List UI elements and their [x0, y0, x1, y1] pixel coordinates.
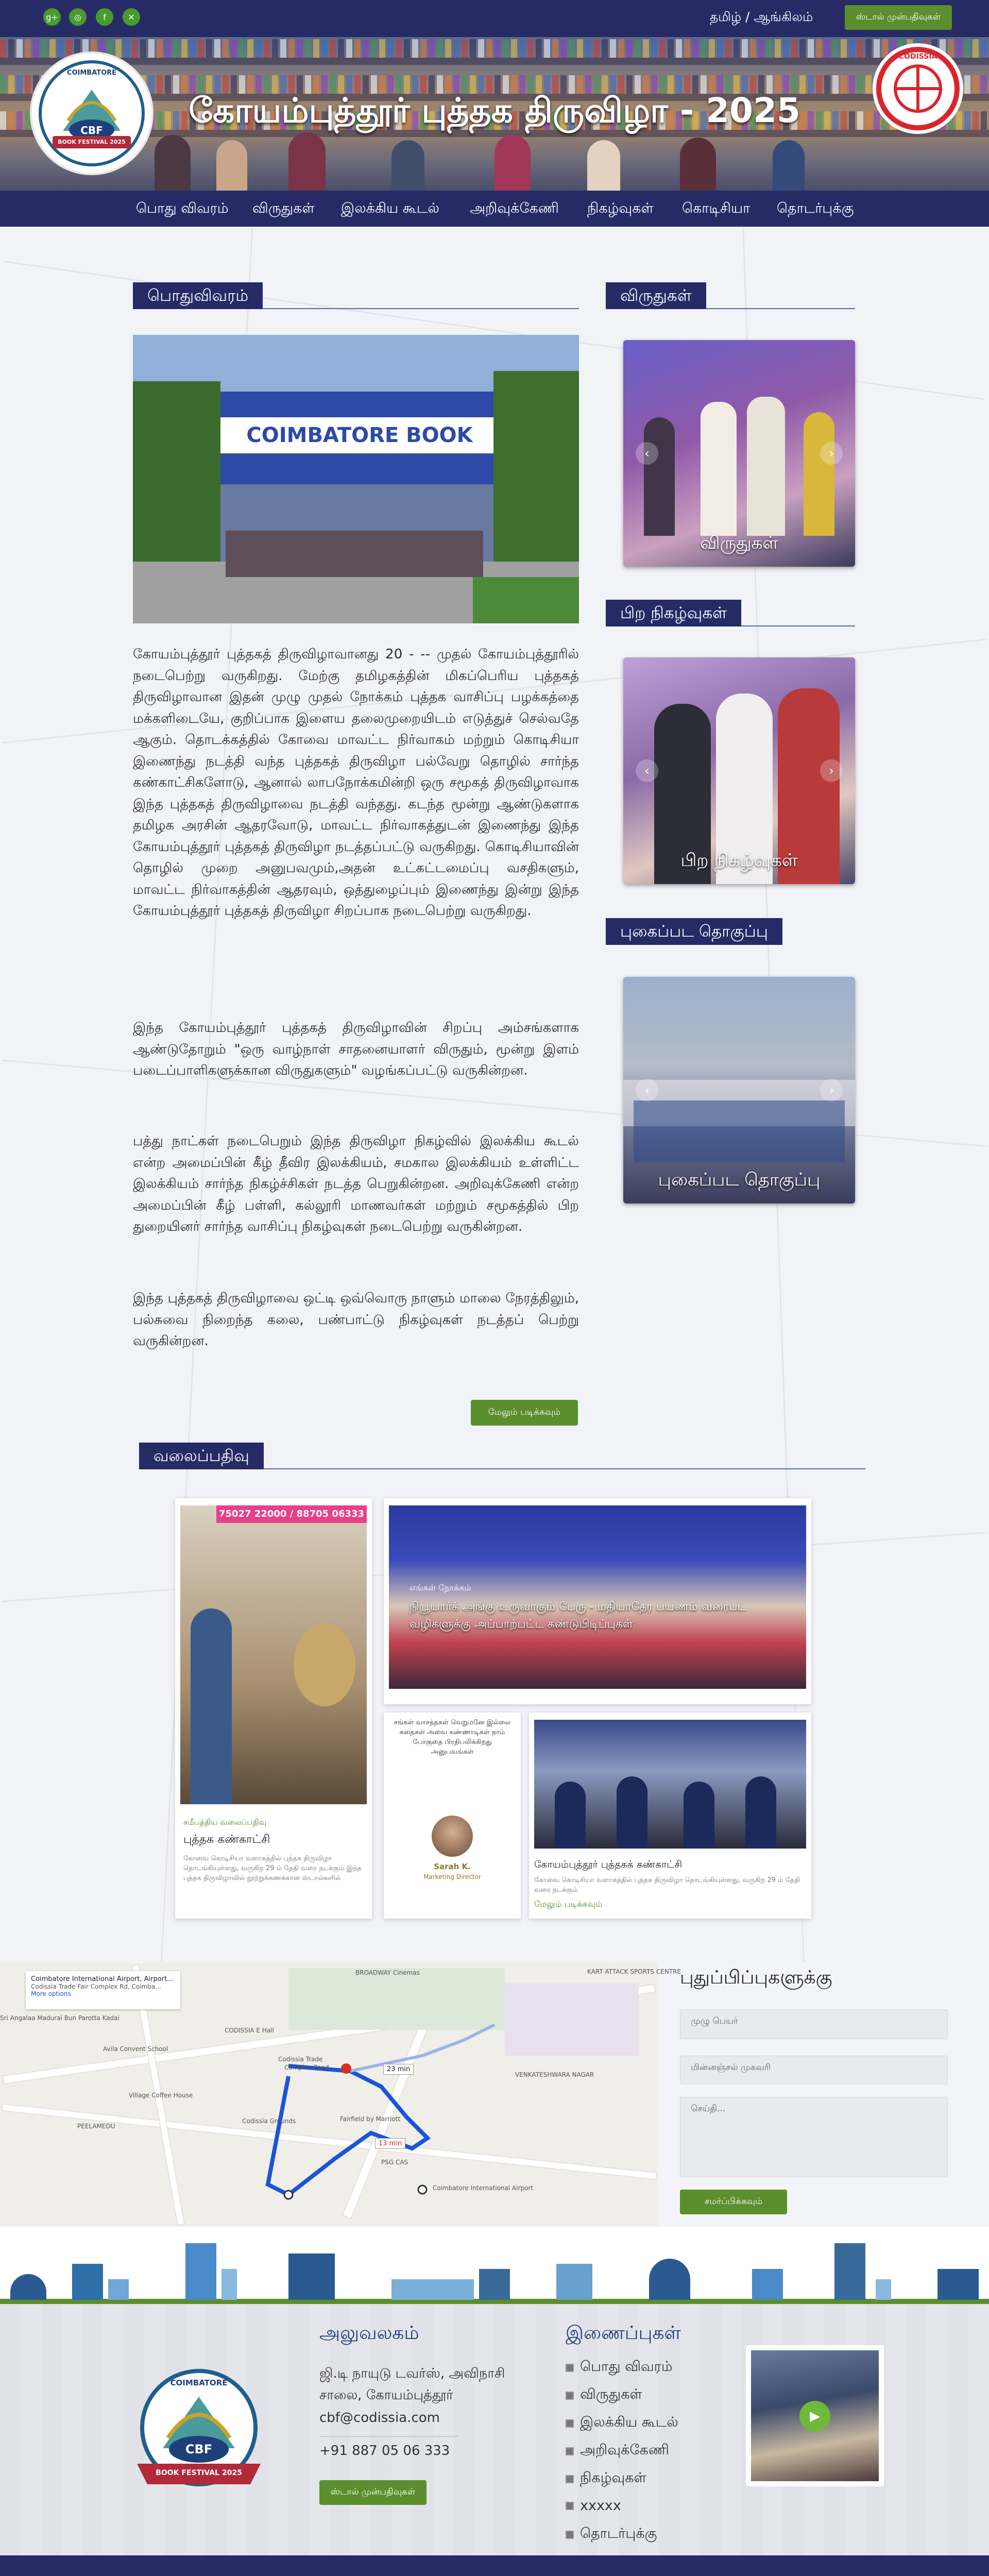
book-spine: [330, 39, 336, 58]
book-spine: [313, 39, 319, 58]
location-map[interactable]: [0, 1963, 681, 2227]
about-paragraph-4: இந்த புத்தகத் திருவிழாவை ஒட்டி ஒவ்வொரு நாளும் மாலை நேரத்திலும், பல்சுவை நிறைந்த கலை, பண்பாட்டு நிகழ்வுகள் நடத்தப் பெற்று வருகின்றன.: [133, 1291, 579, 1349]
blog-post-mission-photo: [389, 1505, 806, 1689]
book-spine: [0, 39, 6, 58]
footer-link-literary[interactable]: இலக்கிய கூடல்: [566, 2414, 678, 2432]
language-switch[interactable]: தமிழ் / ஆங்கிலம்: [710, 9, 813, 24]
map-more-options[interactable]: More options: [31, 1990, 71, 1997]
address-line-1: ஜி.டி நாயுடு டவர்ஸ், அவிநாசி: [319, 2366, 505, 2381]
book-spine: [618, 39, 624, 58]
book-spine: [338, 39, 344, 58]
stall-booking-button[interactable]: ஸ்டால் முன்பதிவுகள்: [845, 5, 952, 30]
book-spine: [544, 39, 550, 58]
about-readmore-button[interactable]: மேலும் படிக்கவும்: [471, 1400, 578, 1426]
blog-post-exhibition-photo: [180, 1505, 367, 1804]
hero-title: கோயம்புத்தூர் புத்தக திருவிழா - 2025: [189, 91, 800, 130]
awards-prev-arrow[interactable]: ‹: [636, 442, 658, 465]
nav-contact[interactable]: தொடர்புக்கு: [777, 200, 854, 216]
footer-logo-top-text: COIMBATORE: [170, 2378, 228, 2387]
codissia-logo[interactable]: [873, 43, 963, 134]
footer-link-events[interactable]: நிகழ்வுகள்: [566, 2470, 646, 2488]
book-spine: [602, 39, 608, 58]
codissia-logo-text: CODISSIA: [898, 53, 937, 61]
book-spine: [206, 39, 212, 58]
book-spine: [750, 39, 756, 58]
book-spine: [973, 39, 979, 58]
book-spine: [420, 39, 427, 58]
book-spine: [231, 39, 237, 58]
book-spine: [816, 39, 822, 58]
book-spine: [247, 39, 253, 58]
book-spine: [519, 39, 525, 58]
phone-banner: 75027 22000 / 88705 06333: [216, 1505, 367, 1523]
book-spine: [223, 39, 229, 58]
map-label-complex-road: Complex Road: [284, 2064, 329, 2071]
book-spine: [354, 39, 361, 58]
book-spine: [701, 39, 707, 58]
book-spine: [503, 39, 509, 58]
book-spine: [610, 39, 616, 58]
blog-post-cbf-readmore[interactable]: மேலும் படிக்கவும்: [534, 1899, 602, 1909]
other-events-prev-arrow[interactable]: ‹: [636, 759, 658, 782]
footer-phone[interactable]: +91 887 05 06 333: [319, 2443, 450, 2459]
play-icon[interactable]: ▶: [799, 2401, 830, 2432]
book-spine: [676, 39, 682, 58]
office-heading: அலுவலகம்: [319, 2323, 419, 2344]
avatar: [432, 1816, 473, 1857]
blog-post-tag: சமீபத்திய வலைப்பதிவு: [183, 1818, 267, 1827]
book-spine: [25, 39, 31, 58]
book-spine: [626, 39, 633, 58]
logo-top-text: COIMBATORE: [66, 69, 117, 77]
book-spine: [445, 39, 451, 58]
facebook-icon[interactable]: f: [96, 8, 113, 26]
testimonial-author: Sarah K.: [434, 1862, 471, 1871]
book-spine: [173, 39, 179, 58]
bullet-icon: [566, 2531, 574, 2539]
book-spine: [478, 39, 484, 58]
map-label-kart: KART ATTACK SPORTS CENTRE: [587, 1968, 681, 1975]
book-spine: [280, 39, 286, 58]
top-bar: [0, 0, 989, 37]
book-spine: [321, 39, 328, 58]
gallery-prev-arrow[interactable]: ‹: [636, 1079, 658, 1101]
updates-form-title: புதுப்பிப்புகளுக்கு: [680, 1967, 832, 1988]
about-heading: பொதுவிவரம்: [133, 282, 579, 309]
route-duration-1[interactable]: 23 min: [383, 2064, 414, 2075]
book-spine: [363, 39, 369, 58]
instagram-icon[interactable]: ◎: [69, 8, 87, 26]
book-spine: [791, 39, 797, 58]
map-label-codissia-grounds: Codissia Grounds: [242, 2117, 296, 2125]
footer-link-general[interactable]: பொது விவரம்: [566, 2359, 672, 2377]
book-spine: [643, 39, 649, 58]
bullet-icon: [566, 2419, 574, 2428]
about-paragraph-1: கோயம்புத்தூர் புத்தகத் திருவிழாவானது 20 - -- முதல் கோயம்புத்தூரில் நடைபெற்று வருகிறது. மேற்கு தமிழகத்தின் மிகப்பெரிய புத்தகத் திருவிழாவான இதன் முழு முதல் நோக்கம் புத்தக வாசிப்பு பழக்கத்தை மக்களிடையே, குறிப்பாக இளைய தலைமுறையிடம் எடுத்துச் செல்வதே ஆகும். தொடக்கத்தில் கோவை மாவட்ட நிர்வாகம் மற்றும் கொடிசியா இணைந்து நடத்தி வந்த புத்தகத் திருவிழா பல்வேறு தொழில் சார்ந்த கண்காட்சிகளோடு, ஆனால் லாபநோக்கமின்றி ஒரு சமூகத் திருவிழாவாக இந்த புத்தகத் திருவிழாவை நடத்தி வந்தது. கடந்த மூன்று ஆண்டுகளாக தமிழக அரசின் ஆதரவோடு, மாவட்ட நிர்வாகத்துடன் இணைந்து இந்த கோயம்புத்தூர் புத்தகத் திருவிழா நடத்தப்பட்டு வருகிறது. கொடிசியாவின் தொழில் முறை அனுபவமும்,அதன் உட்கட்டமைப்பு வசதிகளும், மாவட்ட நிர்வாகத்தின் ஆதரவும், ஒத்துழைப்பும் இணைந்து இன்று இந்த கோயம்புத்தூர் புத்தகத் திருவிழா சிறப்பாக நடைபெற்று வருகிறது.: [133, 647, 579, 919]
book-spine: [585, 39, 591, 58]
awards-next-arrow[interactable]: ›: [820, 442, 843, 465]
book-spine: [775, 39, 781, 58]
book-spine: [536, 39, 542, 58]
mission-kicker: எங்கள் நோக்கம்: [410, 1583, 471, 1592]
email-field[interactable]: மின்னஞ்சல் முகவரி: [680, 2056, 948, 2084]
book-spine: [692, 39, 698, 58]
message-field[interactable]: செய்தி...: [680, 2097, 948, 2177]
book-spine: [272, 39, 278, 58]
book-spine: [824, 39, 830, 58]
book-spine: [429, 39, 435, 58]
book-spine: [437, 39, 443, 58]
twitter-icon[interactable]: ✕: [123, 8, 140, 26]
blog-grid-right: [384, 1498, 811, 1919]
bullet-icon: [566, 2447, 574, 2455]
book-spine: [593, 39, 600, 58]
about-paragraph-2: இந்த கோயம்புத்தூர் புத்தகத் திருவிழாவின் சிறப்பு அம்சங்களாக ஆண்டுதோறும் "ஒரு வாழ்நாள் சாதனையாளர் விருதும், மூன்று இளம் படைப்பாளிகளுக்கான விருதுகளும்" வழங்கப்பட்டு வருகின்றன.: [133, 1020, 579, 1078]
book-spine: [412, 39, 418, 58]
book-spine: [577, 39, 583, 58]
footer-link-contact[interactable]: தொடர்புக்கு: [566, 2526, 657, 2544]
book-spine: [964, 39, 970, 58]
other-events-caption: பிற நிகழ்வுகள்: [680, 850, 798, 871]
footer-link-awards[interactable]: விருதுகள்: [566, 2386, 642, 2404]
book-spine: [190, 39, 196, 58]
book-spine: [462, 39, 468, 58]
book-spine: [659, 39, 666, 58]
blog-heading: வலைப்பதிவு: [139, 1443, 865, 1469]
book-spine: [981, 39, 987, 58]
map-label-codissia-hall: CODISSIA E Hall: [225, 2027, 274, 2034]
gallery-next-arrow[interactable]: ›: [820, 1079, 843, 1101]
book-spine: [709, 39, 715, 58]
map-label-psg: PSG CAS: [381, 2159, 408, 2166]
google-plus-icon[interactable]: g+: [43, 8, 61, 26]
book-spine: [379, 39, 385, 58]
bullet-icon: [566, 2502, 574, 2510]
book-spine: [255, 39, 262, 58]
blog-post-cbf-photo: [534, 1720, 806, 1849]
testimonial-text: சங்கள் வாசத்தகள் வெறுமனே இல்லை கதைகள் அவை கண்ணாடிகள் நாம் போகுதை பிரதிபலிக்கிறது அனுபவங்கள்: [394, 1719, 511, 1756]
book-spine: [511, 39, 517, 58]
map-label-sri-angalaa: Sri Angalaa Madurai Bun Parotta Kadai: [0, 2014, 120, 2022]
book-spine: [297, 39, 303, 58]
book-spine: [651, 39, 657, 58]
book-spine: [181, 39, 187, 58]
book-spine: [264, 39, 270, 58]
book-spine: [16, 39, 23, 58]
submit-button[interactable]: சமர்ப்பிக்கவும்: [680, 2190, 787, 2214]
footer-video[interactable]: [746, 2345, 884, 2486]
nav-codissia[interactable]: கொடிசியா: [682, 200, 751, 216]
route-duration-2[interactable]: 13 min: [375, 2138, 405, 2149]
blog-post-excerpt: கோவை கொடிசியா வளாகத்தில் புத்தக திருவிழா தொடங்கியுள்ளது, வருகிற 29 ம் தேதி வரை நடக்கும் இந்த புத்தக திருவிழாவில் நூற்றுக்கணக்கான ஸ்டால்களில்: [183, 1855, 362, 1882]
bottom-bar: [0, 2555, 989, 2576]
logo-bottom-text: BOOK FESTIVAL 2025: [58, 139, 126, 145]
photo-gallery-heading: புகைப்பட தொகுப்பு: [606, 918, 781, 945]
map-label-codissia-trade: Codissia Trade: [278, 2056, 323, 2063]
nav-general[interactable]: பொது விவரம்: [136, 200, 229, 216]
book-spine: [742, 39, 748, 58]
testimonial-role: Marketing Director: [423, 1873, 481, 1880]
book-spine: [799, 39, 806, 58]
full-name-field[interactable]: முழு பெயர்: [680, 2009, 948, 2039]
book-spine: [758, 39, 764, 58]
bullet-icon: [566, 2392, 574, 2400]
book-spine: [569, 39, 575, 58]
bullet-icon: [566, 2364, 574, 2372]
book-spine: [635, 39, 641, 58]
map-label-venkateshwara: VENKATESHWARA NAGAR: [515, 2071, 594, 2078]
map-label-peelamedu: PEELAMEDU: [77, 2123, 115, 2130]
book-spine: [288, 39, 295, 58]
footer-stall-button[interactable]: ஸ்டால் முன்பதிவுகள்: [319, 2480, 427, 2505]
book-spine: [841, 39, 847, 58]
book-spine: [239, 39, 245, 58]
footer: [0, 2304, 989, 2555]
book-spine: [552, 39, 558, 58]
book-spine: [8, 39, 14, 58]
address-line-2: சாலை, கோயம்புத்தூர்: [319, 2387, 453, 2403]
awards-heading: விருதுகள்: [606, 282, 855, 309]
book-spine: [865, 39, 872, 58]
other-events-card[interactable]: [623, 657, 855, 884]
awards-card[interactable]: [623, 340, 855, 567]
book-spine: [486, 39, 492, 58]
book-spine: [453, 39, 459, 58]
footer-link-xxxxx[interactable]: xxxxx: [566, 2498, 621, 2514]
map-place-sub: Codissia Trade Fair Complex Rd, Coimba...: [31, 1983, 161, 1990]
blog-post-cbf-excerpt: கோவை கொடிசியா வளாகத்தில் புத்தக திருவிழா தொடங்கியுள்ளது, வருகிற 29 ம் தேதி வரை நடக்கும்: [534, 1876, 800, 1894]
map-label-village: Village Coffee House: [129, 2092, 193, 2099]
map-label-fairfield: Fairfield by Marriott: [340, 2115, 401, 2123]
awards-caption: விருதுகள்: [700, 533, 779, 553]
map-place-card[interactable]: [26, 1971, 180, 2009]
city-skyline: [0, 2227, 989, 2304]
map-label-broadway: BROADWAY Cinemas: [355, 1969, 420, 1976]
book-spine: [198, 39, 204, 58]
about-paragraph-3: பத்து நாட்கள் நடைபெறும் இந்த திருவிழா நிகழ்வில் இலக்கிய கூடல் என்ற அமைப்பின் கீழ் தீவிர இலக்கியம், சமகால இலக்கியம் உள்ளிட்ட இலக்கியம் சார்ந்த நிகழ்ச்சிகள் நடத்த பெறுகின்றன. அறிவுக்கேணி என்ற அமைப்பின் கீழ் பள்ளி, கல்லூரி மாணவர்கள் மற்றும் சமூகத்தில் பிற துறையினர் சார்ந்த வாசிப்பு நிகழ்வுகள் நடைபெற்று வருகின்றன.: [133, 1133, 579, 1234]
book-spine: [165, 39, 171, 58]
bullet-icon: [566, 2475, 574, 2483]
footer-email[interactable]: cbf@codissia.com: [319, 2410, 440, 2426]
book-spine: [157, 39, 163, 58]
book-spine: [470, 39, 476, 58]
testimonial-card: [384, 1713, 521, 1919]
blog-post-cbf-title[interactable]: கோயம்புத்தூர் புத்தகக் கண்காட்சி: [534, 1859, 683, 1870]
nav-events[interactable]: நிகழ்வுகள்: [587, 200, 654, 216]
mission-text: நியூயார்க் அங்கு உருவாகும் பேரு - மதியாதேர பயணம் வரைபட வழிகளுக்கு அப்பாற்பட்ட கண்டுபிடிப்புகள்: [410, 1600, 746, 1631]
other-events-next-arrow[interactable]: ›: [820, 759, 843, 782]
book-spine: [494, 39, 501, 58]
book-spine: [371, 39, 377, 58]
footer-logo-bottom-text: BOOK FESTIVAL 2025: [156, 2469, 242, 2477]
book-spine: [783, 39, 789, 58]
about-banner-text: COIMBATORE BOOK FESTIVAL: [210, 417, 509, 453]
book-spine: [560, 39, 567, 58]
nav-awards[interactable]: விருதுகள்: [252, 200, 315, 216]
nav-literary[interactable]: இலக்கிய கூடல்: [341, 200, 439, 216]
blog-post-mission[interactable]: [384, 1498, 811, 1704]
map-label-avila: Avila Convent School: [103, 2045, 168, 2053]
other-events-heading: பிற நிகழ்வுகள்: [606, 600, 855, 626]
map-place-title: Coimbatore International Airport, Airport...: [31, 1975, 174, 1983]
book-spine: [396, 39, 402, 58]
logo-middle-text: CBF: [80, 124, 103, 137]
book-spine: [725, 39, 731, 58]
book-spine: [734, 39, 740, 58]
book-spine: [214, 39, 220, 58]
book-spine: [668, 39, 674, 58]
blog-post-cbf[interactable]: [529, 1713, 811, 1919]
blog-post-title[interactable]: புத்தக கண்காட்சி: [183, 1833, 270, 1846]
photo-gallery-card[interactable]: [623, 977, 855, 1204]
blog-post-exhibition[interactable]: [175, 1498, 372, 1919]
about-festival-photo: [133, 335, 579, 623]
book-spine: [849, 39, 855, 58]
map-label-airport: Coimbatore International Airport: [433, 2184, 534, 2192]
footer-link-knowledge[interactable]: அறிவுக்கேணி: [566, 2442, 669, 2460]
book-spine: [387, 39, 394, 58]
book-spine: [404, 39, 410, 58]
book-spine: [717, 39, 723, 58]
book-spine: [857, 39, 863, 58]
footer-logo-middle-text: CBF: [185, 2442, 213, 2456]
footer-cbf-logo[interactable]: [122, 2355, 276, 2510]
main-nav: [0, 191, 989, 227]
book-spine: [527, 39, 534, 58]
photo-gallery-caption: புகைப்பட தொகுப்பு: [658, 1170, 821, 1190]
book-spine: [808, 39, 814, 58]
nav-knowledge[interactable]: அறிவுக்கேணி: [470, 200, 559, 216]
links-heading: இணைப்புகள்: [566, 2323, 681, 2344]
cbf-logo[interactable]: [30, 52, 154, 175]
book-spine: [766, 39, 773, 58]
book-spine: [346, 39, 352, 58]
book-spine: [305, 39, 311, 58]
book-spine: [832, 39, 839, 58]
book-spine: [684, 39, 690, 58]
